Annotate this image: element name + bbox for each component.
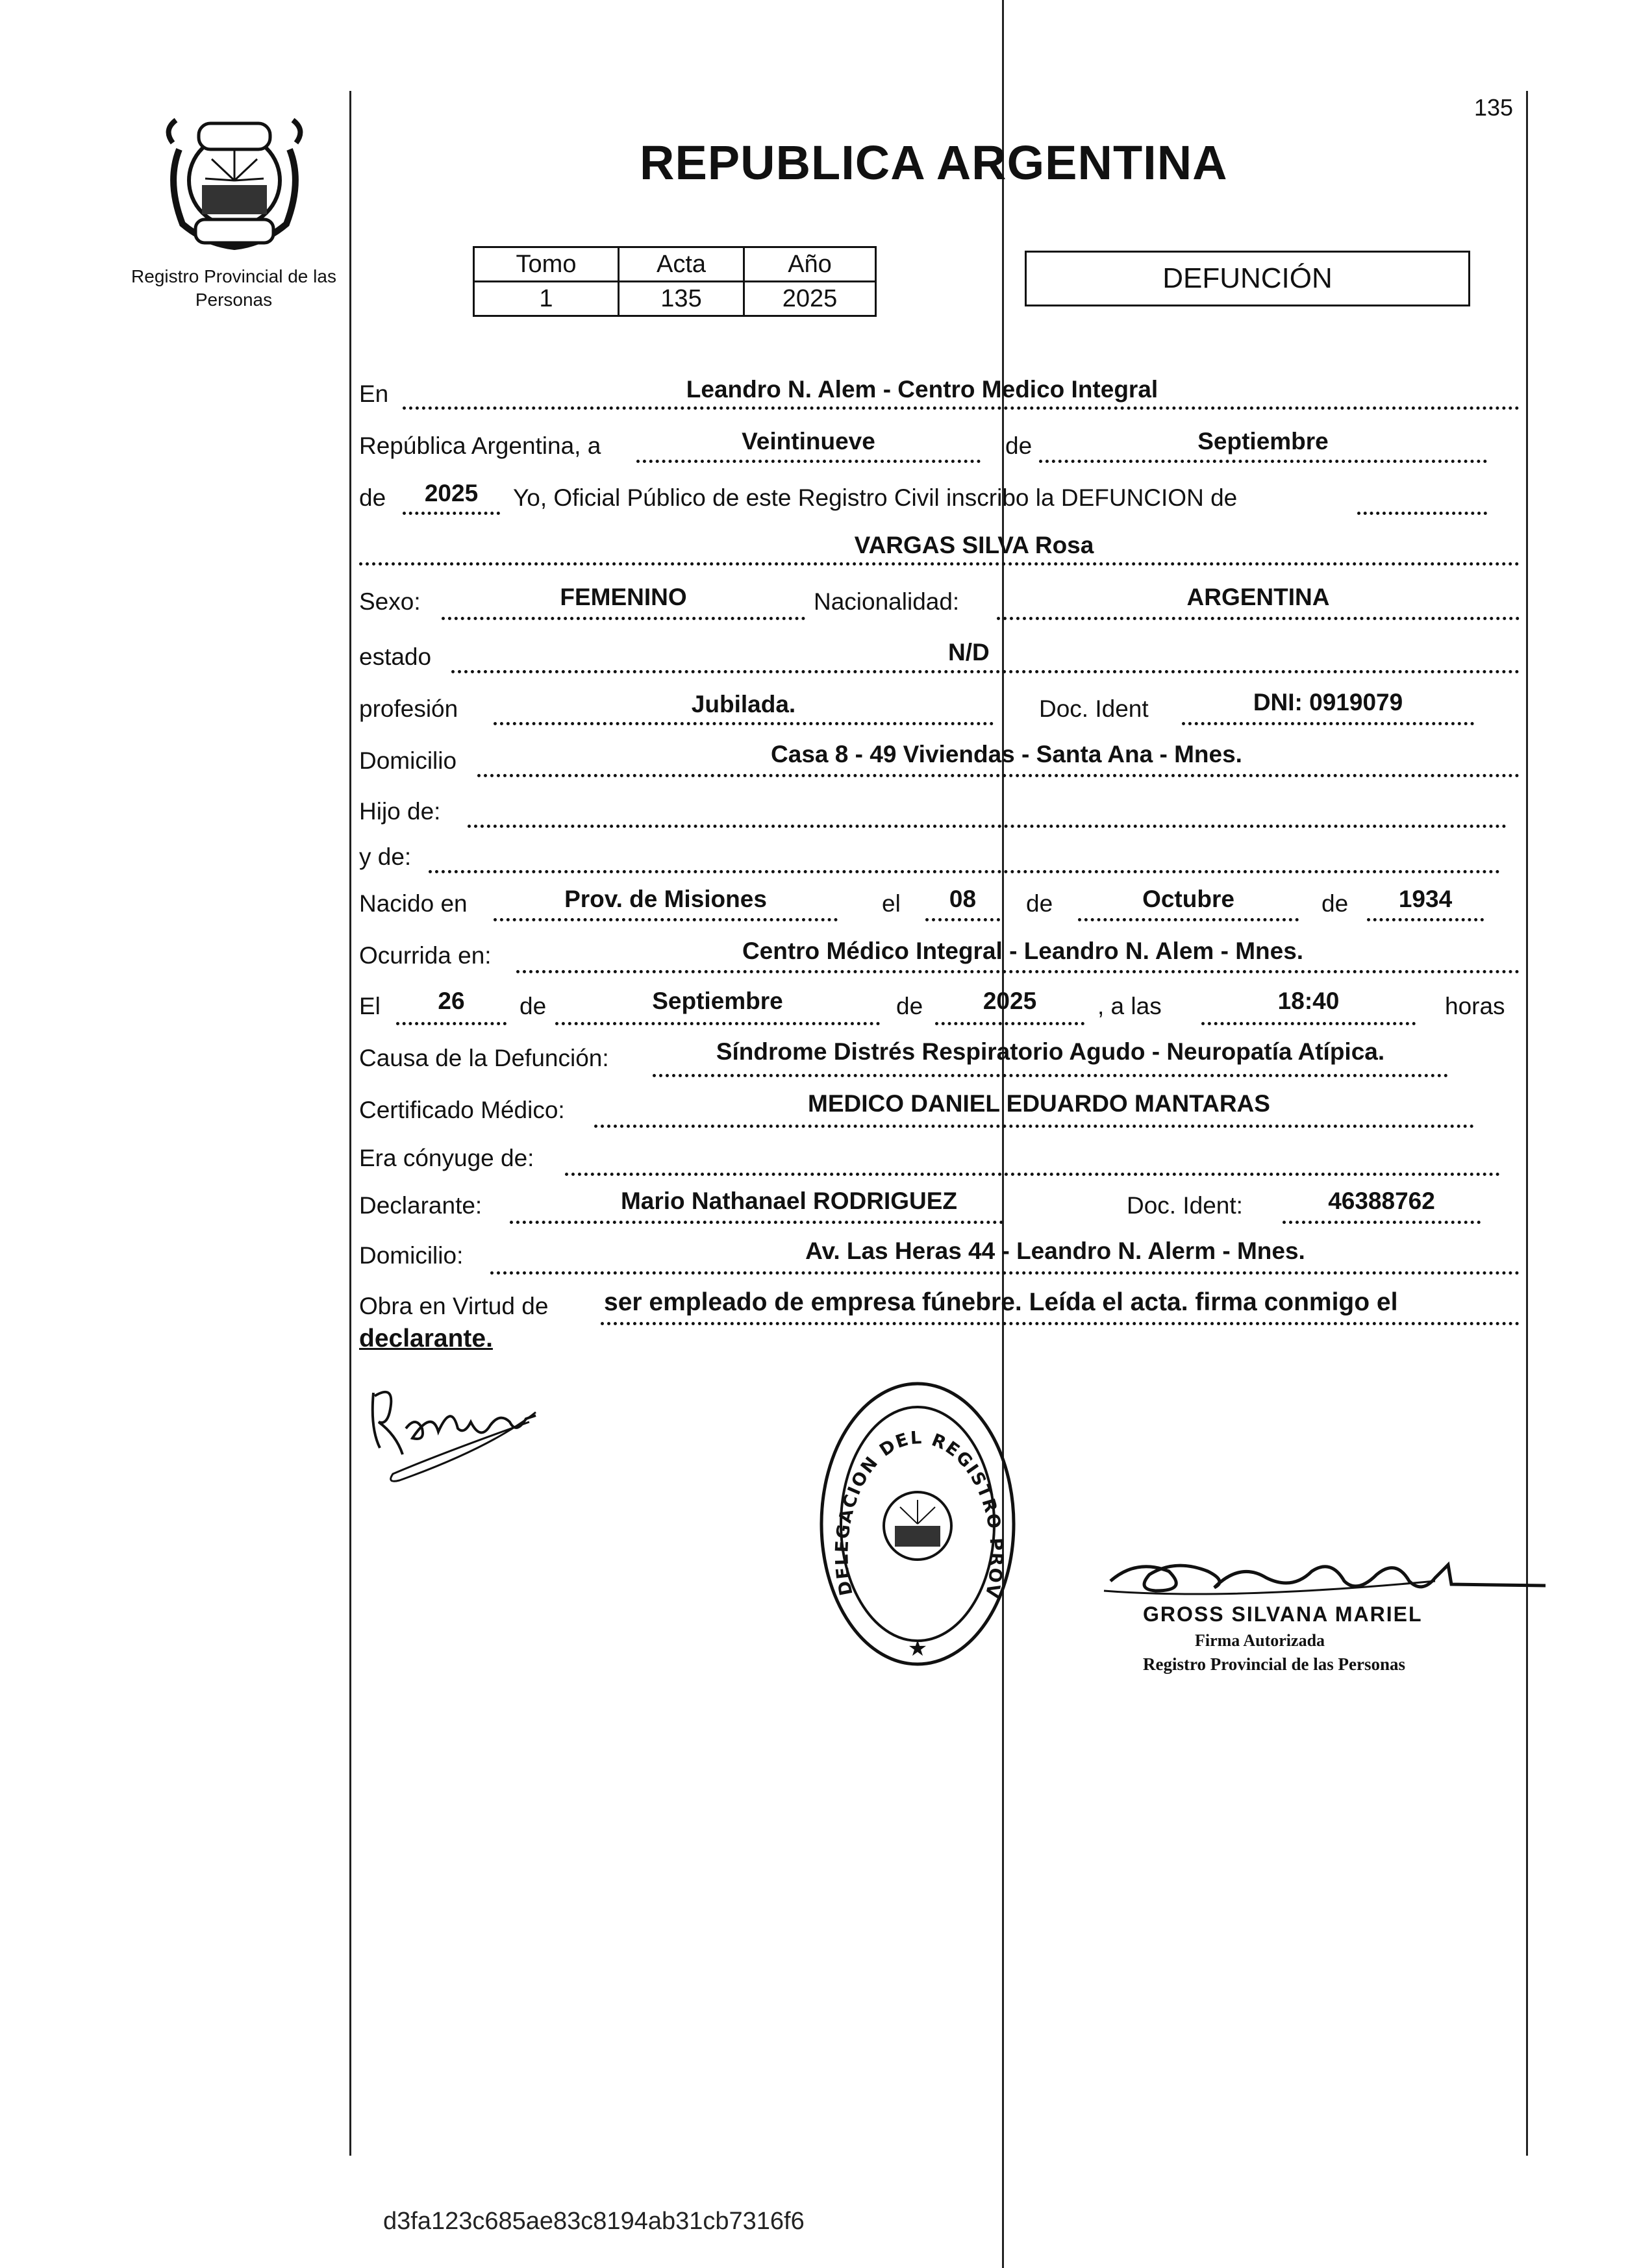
occurred-place: Centro Médico Integral - Leandro N. Alem - Mnes. bbox=[742, 938, 1304, 964]
declarant-signature bbox=[360, 1377, 549, 1487]
address-label: Domicilio bbox=[359, 747, 457, 774]
virtue-text: ser empleado de empresa fúnebre. Leída el acta. firma conmigo el bbox=[604, 1288, 1398, 1316]
cause-value: Síndrome Distrés Respiratorio Agudo - Neuropatía Atípica. bbox=[716, 1038, 1385, 1065]
nationality-value: ARGENTINA bbox=[1186, 584, 1330, 610]
declarant-doc: 46388762 bbox=[1328, 1188, 1435, 1214]
death-month: Septiembre bbox=[652, 988, 783, 1014]
cause-label: Causa de la Defunción: bbox=[359, 1045, 609, 1071]
place-underline bbox=[403, 406, 1520, 410]
day-words: Veintinueve bbox=[742, 428, 875, 455]
record-type-box: DEFUNCIÓN bbox=[1025, 251, 1470, 306]
address-underline bbox=[477, 774, 1520, 777]
sex-underline bbox=[442, 617, 805, 620]
born-day: 08 bbox=[949, 886, 977, 912]
doc-underline bbox=[1182, 722, 1474, 725]
virtue-text-cont: declarante. bbox=[359, 1325, 493, 1352]
day-underline bbox=[636, 460, 981, 463]
book-header-tomo: Tomo bbox=[474, 247, 619, 282]
death-year-underline bbox=[935, 1022, 1084, 1025]
book-value-anio: 2025 bbox=[744, 282, 876, 316]
year-underline bbox=[403, 512, 500, 515]
certificate-underline bbox=[594, 1125, 1474, 1128]
declarant-address-label: Domicilio: bbox=[359, 1242, 464, 1269]
province-logo bbox=[160, 104, 309, 260]
born-place-underline bbox=[494, 918, 838, 921]
page-title: REPUBLICA ARGENTINA bbox=[640, 136, 1228, 190]
doc-value: DNI: 0919079 bbox=[1253, 689, 1403, 716]
born-year: 1934 bbox=[1398, 886, 1453, 912]
book-value-acta: 135 bbox=[619, 282, 744, 316]
delegation-seal bbox=[817, 1380, 1018, 1669]
declarant-address-underline bbox=[490, 1271, 1520, 1275]
book-header-anio: Año bbox=[744, 247, 876, 282]
book-reference-table bbox=[473, 246, 877, 317]
declarant-doc-underline bbox=[1283, 1221, 1481, 1224]
certificate-value: MEDICO DANIEL EDUARDO MANTARAS bbox=[808, 1090, 1270, 1117]
death-de-label: de bbox=[520, 993, 547, 1019]
civil-status-value: N/D bbox=[948, 639, 990, 666]
name-underline bbox=[359, 562, 1520, 566]
born-el-label: el bbox=[882, 890, 901, 917]
nationality-underline bbox=[997, 617, 1520, 620]
official-name: GROSS SILVANA MARIEL bbox=[1143, 1602, 1423, 1626]
death-day: 26 bbox=[438, 988, 465, 1014]
born-year-underline bbox=[1367, 918, 1484, 921]
occurred-label: Ocurrida en: bbox=[359, 942, 492, 969]
folio-number: 135 bbox=[1474, 94, 1514, 121]
virtue-underline bbox=[601, 1322, 1520, 1325]
El-label: El bbox=[359, 993, 381, 1019]
book-value-tomo: 1 bbox=[474, 282, 619, 316]
svg-text:DELEGACION DEL REGISTRO PROVIN: DELEGACION DEL REGISTRO PROV bbox=[832, 1427, 1007, 1601]
death-day-underline bbox=[396, 1022, 507, 1025]
svg-text:★: ★ bbox=[907, 1636, 928, 1661]
profession-label: profesión bbox=[359, 695, 458, 722]
profession-underline bbox=[494, 722, 994, 725]
address-value: Casa 8 - 49 Viviendas - Santa Ana - Mnes. bbox=[771, 741, 1242, 767]
intro-text: Yo, Oficial Público de este Registro Civil inscribo la DEFUNCION de bbox=[513, 484, 1238, 511]
death-time: 18:40 bbox=[1277, 988, 1340, 1014]
place-value: Leandro N. Alem - Centro Medico Integral bbox=[686, 376, 1158, 403]
sex-label: Sexo: bbox=[359, 588, 421, 615]
official-role: Firma Autorizada bbox=[1195, 1631, 1325, 1650]
and-of-label: y de: bbox=[359, 843, 412, 870]
doc-label: Doc. Ident bbox=[1039, 695, 1149, 722]
death-year: 2025 bbox=[983, 988, 1037, 1014]
left-margin-line bbox=[349, 91, 351, 2156]
civil-status-underline bbox=[451, 670, 1520, 673]
spouse-underline bbox=[565, 1173, 1500, 1176]
declarant-label: Declarante: bbox=[359, 1192, 482, 1219]
child-of-label: Hijo de: bbox=[359, 798, 441, 825]
book-header-acta: Acta bbox=[619, 247, 744, 282]
nationality-label: Nacionalidad: bbox=[814, 588, 960, 615]
registry-name: Registro Provincial de las Personas bbox=[131, 266, 336, 310]
declarant-doc-label: Doc. Ident: bbox=[1127, 1192, 1243, 1219]
deceased-name: VARGAS SILVA Rosa bbox=[854, 532, 1094, 558]
right-margin-line bbox=[1526, 91, 1528, 2156]
profession-value: Jubilada. bbox=[691, 691, 796, 717]
year-value: 2025 bbox=[424, 480, 479, 506]
declarant-name: Mario Nathanael RODRIGUEZ bbox=[620, 1188, 958, 1214]
declarant-address: Av. Las Heras 44 - Leandro N. Alerm - Mnes. bbox=[805, 1238, 1305, 1264]
born-place: Prov. de Misiones bbox=[564, 886, 767, 912]
country-label: República Argentina, a bbox=[359, 432, 601, 459]
occurred-underline bbox=[516, 970, 1520, 973]
intro-underline bbox=[1357, 512, 1487, 515]
de-label: de bbox=[1005, 432, 1033, 459]
born-de2-label: de bbox=[1321, 890, 1349, 917]
born-month-underline bbox=[1078, 918, 1299, 921]
and-of-underline bbox=[429, 870, 1500, 873]
spouse-label: Era cónyuge de: bbox=[359, 1145, 534, 1171]
official-org: Registro Provincial de las Personas bbox=[1143, 1654, 1405, 1674]
born-day-underline bbox=[925, 918, 1000, 921]
child-of-underline bbox=[468, 825, 1507, 828]
born-month: Octubre bbox=[1142, 886, 1234, 912]
death-time-underline bbox=[1201, 1022, 1416, 1025]
at-label: , a las bbox=[1097, 993, 1162, 1019]
death-de2-label: de bbox=[896, 993, 923, 1019]
declarant-underline bbox=[510, 1221, 1003, 1224]
month-underline bbox=[1039, 460, 1487, 463]
cause-underline bbox=[653, 1074, 1448, 1077]
virtue-label: Obra en Virtud de bbox=[359, 1293, 549, 1319]
de-year-label: de bbox=[359, 484, 386, 511]
born-de-label: de bbox=[1026, 890, 1053, 917]
en-label: En bbox=[359, 380, 389, 407]
death-month-underline bbox=[555, 1022, 880, 1025]
center-fold-line bbox=[1002, 0, 1004, 2268]
month-value: Septiembre bbox=[1197, 428, 1329, 455]
hours-label: horas bbox=[1445, 993, 1505, 1019]
civil-status-label: estado bbox=[359, 643, 432, 670]
document-hash: d3fa123c685ae83c8194ab31cb7316f6 bbox=[383, 2208, 805, 2235]
sex-value: FEMENINO bbox=[560, 584, 687, 610]
certificate-label: Certificado Médico: bbox=[359, 1097, 565, 1123]
born-label: Nacido en bbox=[359, 890, 468, 917]
